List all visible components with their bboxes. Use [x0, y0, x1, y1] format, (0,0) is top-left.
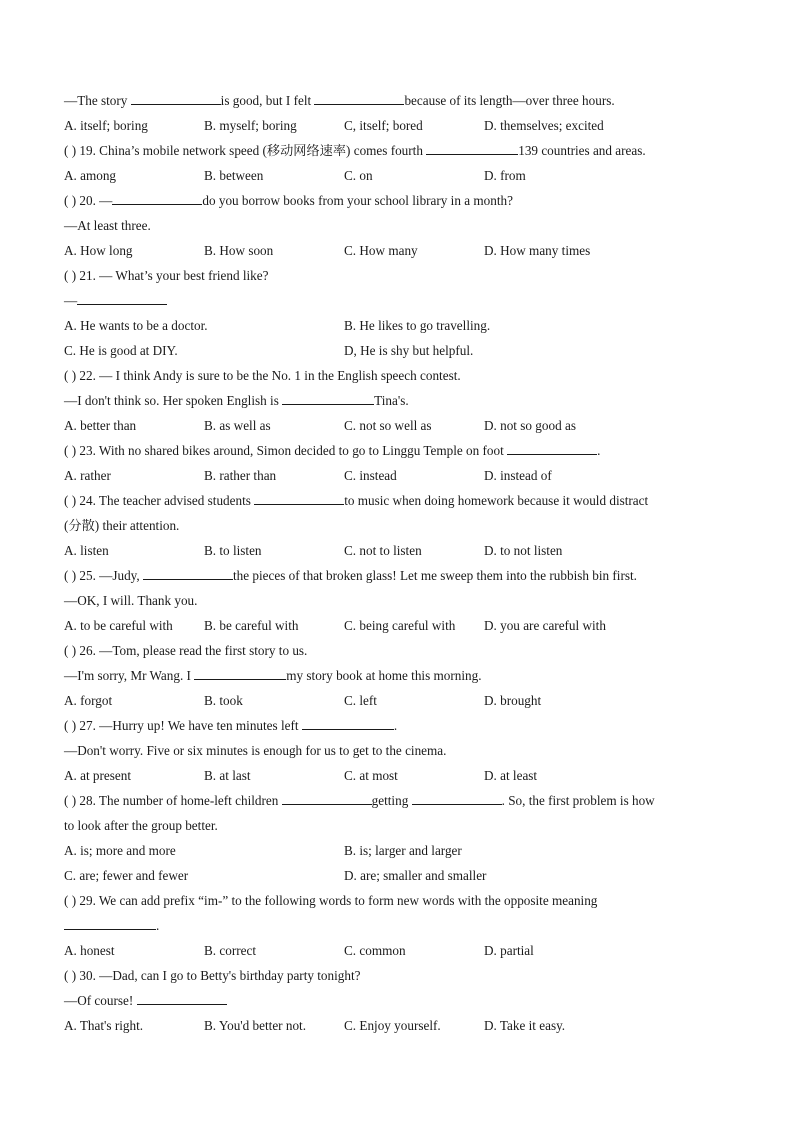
- question-stem: [0, 438, 794, 463]
- question-stem: [0, 713, 794, 738]
- option-d[interactable]: D. at least: [484, 768, 538, 783]
- options-row: [0, 613, 794, 638]
- options-row: [0, 163, 794, 188]
- option-a[interactable]: A. better than: [64, 418, 137, 433]
- reply-text: —I'm sorry, Mr Wang. I: [64, 668, 195, 683]
- option-c[interactable]: C. at most: [344, 768, 398, 783]
- stem-text: ( ) 20. —: [64, 193, 113, 208]
- question-stem: ( ) 26. —Tom, please read the first story to us.: [64, 643, 308, 658]
- option-d[interactable]: D. brought: [484, 693, 542, 708]
- options-row: [0, 938, 794, 963]
- question-stem: [0, 563, 794, 588]
- options-row: [0, 113, 794, 138]
- option-c[interactable]: C. not so well as: [344, 418, 432, 433]
- answer-blank[interactable]: [412, 790, 502, 805]
- option-b[interactable]: B. correct: [204, 943, 256, 958]
- option-a[interactable]: A. How long: [64, 243, 133, 258]
- dialogue-reply: —At least three.: [64, 218, 151, 233]
- option-b[interactable]: B. He likes to go travelling.: [344, 318, 491, 333]
- question-stem: ( ) 21. — What’s your best friend like?: [64, 268, 269, 283]
- question-stem: [0, 88, 794, 113]
- option-b[interactable]: B. myself; boring: [204, 118, 297, 133]
- option-d[interactable]: D. you are careful with: [484, 618, 606, 633]
- question-stem: ( ) 22. — I think Andy is sure to be the No. 1 in the English speech contest.: [64, 368, 461, 383]
- answer-blank[interactable]: [194, 665, 286, 680]
- stem-text: 139 countries and areas.: [518, 143, 646, 158]
- dialogue-reply: [0, 288, 794, 313]
- options-row: [0, 1013, 794, 1038]
- stem-text: .: [393, 718, 398, 733]
- option-c[interactable]: C. He is good at DIY.: [64, 343, 178, 358]
- option-a[interactable]: A. listen: [64, 543, 109, 558]
- option-d[interactable]: D. Take it easy.: [484, 1018, 566, 1033]
- option-d[interactable]: D. How many times: [484, 243, 591, 258]
- option-c[interactable]: C. are; fewer and fewer: [64, 868, 189, 883]
- stem-text: .: [156, 918, 160, 933]
- option-d[interactable]: D. to not listen: [484, 543, 563, 558]
- option-a[interactable]: A. itself; boring: [64, 118, 148, 133]
- option-c[interactable]: C, itself; bored: [344, 118, 423, 133]
- option-b[interactable]: B. is; larger and larger: [344, 843, 462, 858]
- stem-text: ( ) 27. —Hurry up! We have ten minutes left: [64, 718, 302, 733]
- reply-text: —I don't think so. Her spoken English is: [64, 393, 283, 408]
- stem-text: . So, the first problem is how: [501, 793, 655, 808]
- option-d[interactable]: D. not so good as: [484, 418, 576, 433]
- option-d[interactable]: D, He is shy but helpful.: [344, 343, 474, 358]
- option-d[interactable]: D. are; smaller and smaller: [344, 868, 487, 883]
- options-row: [0, 538, 794, 563]
- stem-text: .: [597, 443, 601, 458]
- option-b[interactable]: B. You'd better not.: [204, 1018, 307, 1033]
- answer-blank[interactable]: [131, 90, 221, 105]
- question-stem: [0, 488, 794, 513]
- option-c[interactable]: C. common: [344, 943, 406, 958]
- option-b[interactable]: B. rather than: [204, 468, 277, 483]
- option-d[interactable]: D. themselves; excited: [484, 118, 604, 133]
- options-row: [0, 838, 794, 863]
- stem-text: ( ) 28. The number of home-left children: [64, 793, 282, 808]
- option-a[interactable]: A. forgot: [64, 693, 113, 708]
- option-b[interactable]: B. took: [204, 693, 243, 708]
- option-a[interactable]: A. at present: [64, 768, 132, 783]
- option-c[interactable]: C. left: [344, 693, 377, 708]
- answer-blank[interactable]: [112, 190, 202, 205]
- option-b[interactable]: B. to listen: [204, 543, 262, 558]
- option-c[interactable]: C. being careful with: [344, 618, 456, 633]
- stem-text: ( ) 23. With no shared bikes around, Simon decided to go to Linggu Temple on foot: [64, 443, 508, 458]
- dialogue-reply: —OK, I will. Thank you.: [64, 593, 198, 608]
- option-d[interactable]: D. instead of: [484, 468, 552, 483]
- question-stem: ( ) 29. We can add prefix “im-” to the following words to form new words with the opposite meaning: [64, 893, 598, 908]
- stem-text: ( ) 24. The teacher advised students: [64, 493, 255, 508]
- option-a[interactable]: A. is; more and more: [64, 843, 176, 858]
- reply-text: —: [64, 293, 78, 308]
- option-a[interactable]: A. among: [64, 168, 117, 183]
- stem-text: —The story: [64, 93, 131, 108]
- option-b[interactable]: B. How soon: [204, 243, 274, 258]
- answer-blank[interactable]: [77, 290, 167, 305]
- options-row: [0, 463, 794, 488]
- option-b[interactable]: B. at last: [204, 768, 251, 783]
- answer-blank[interactable]: [507, 440, 597, 455]
- question-stem: [0, 188, 794, 213]
- answer-blank[interactable]: [282, 390, 374, 405]
- option-b[interactable]: B. be careful with: [204, 618, 299, 633]
- question-stem: [0, 788, 794, 813]
- option-d[interactable]: D. partial: [484, 943, 534, 958]
- question-stem: ( ) 30. —Dad, can I go to Betty's birthday party tonight?: [64, 968, 361, 983]
- option-b[interactable]: B. between: [204, 168, 264, 183]
- option-a[interactable]: A. That's right.: [64, 1018, 144, 1033]
- reply-text: Tina's.: [374, 393, 409, 408]
- option-c[interactable]: C. Enjoy yourself.: [344, 1018, 441, 1033]
- options-row: [0, 338, 794, 363]
- stem-text: to music when doing homework because it would distract: [344, 493, 649, 508]
- answer-blank[interactable]: [143, 565, 233, 580]
- dialogue-reply: [0, 663, 794, 688]
- answer-blank[interactable]: [302, 715, 394, 730]
- options-row: [0, 763, 794, 788]
- option-d[interactable]: D. from: [484, 168, 526, 183]
- options-row: [0, 863, 794, 888]
- reply-text: —Of course!: [64, 993, 137, 1008]
- option-a[interactable]: A. to be careful with: [64, 618, 173, 633]
- question-stem-continued: to look after the group better.: [64, 818, 218, 833]
- options-row: [0, 313, 794, 338]
- question-stem-continued: (分散) their attention.: [64, 518, 180, 533]
- option-c[interactable]: C. How many: [344, 243, 418, 258]
- dialogue-reply: —Don't worry. Five or six minutes is enough for us to get to the cinema.: [64, 743, 447, 758]
- options-row: [0, 413, 794, 438]
- question-stem: [0, 138, 794, 163]
- exercise-page: [0, 88, 794, 1038]
- answer-blank[interactable]: [254, 490, 344, 505]
- answer-blank[interactable]: [137, 990, 227, 1005]
- dialogue-reply: [0, 388, 794, 413]
- answer-blank[interactable]: [64, 915, 156, 930]
- option-c[interactable]: C. instead: [344, 468, 397, 483]
- stem-text: do you borrow books from your school library in a month?: [202, 193, 513, 208]
- answer-blank[interactable]: [282, 790, 372, 805]
- option-c[interactable]: C. on: [344, 168, 373, 183]
- stem-text: getting: [371, 793, 412, 808]
- stem-text: ( ) 19. China’s mobile network speed (移动网络速率) comes fourth: [64, 143, 427, 158]
- answer-blank[interactable]: [426, 140, 518, 155]
- option-b[interactable]: B. as well as: [204, 418, 271, 433]
- options-row: [0, 688, 794, 713]
- reply-text: my story book at home this morning.: [286, 668, 482, 683]
- option-a[interactable]: A. rather: [64, 468, 111, 483]
- option-c[interactable]: C. not to listen: [344, 543, 422, 558]
- dialogue-reply: [0, 988, 794, 1013]
- answer-blank[interactable]: [314, 90, 404, 105]
- stem-text: because of its length—over three hours.: [404, 93, 615, 108]
- stem-text: the pieces of that broken glass! Let me sweep them into the rubbish bin first.: [233, 568, 637, 583]
- question-stem-continued: [0, 913, 794, 938]
- option-a[interactable]: A. honest: [64, 943, 115, 958]
- stem-text: is good, but I felt: [220, 93, 315, 108]
- options-row: [0, 238, 794, 263]
- stem-text: ( ) 25. —Judy,: [64, 568, 143, 583]
- option-a[interactable]: A. He wants to be a doctor.: [64, 318, 208, 333]
